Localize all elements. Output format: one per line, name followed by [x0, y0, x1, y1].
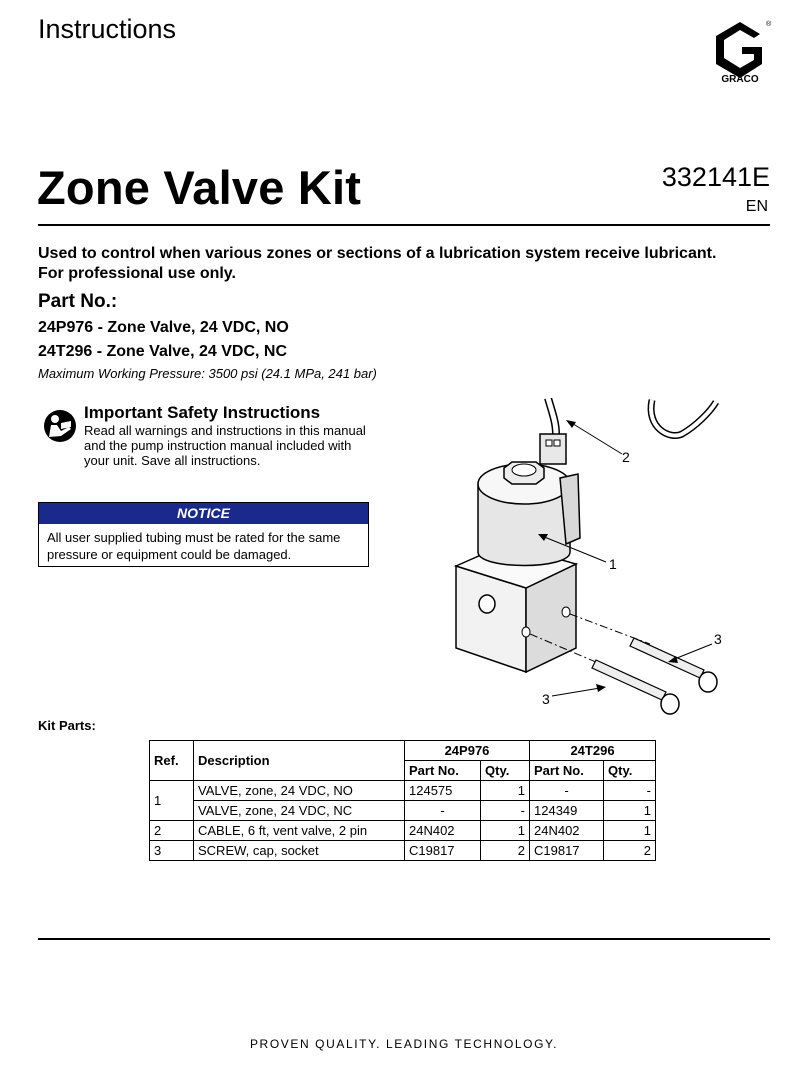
description-cell: SCREW, cap, socket [194, 841, 405, 861]
qty-cell: 1 [604, 801, 656, 821]
ref-cell: 2 [150, 821, 194, 841]
table-row [150, 781, 656, 801]
callout-label: 1 [609, 556, 617, 572]
part-number-item: 24P976 - Zone Valve, 24 VDC, NO [38, 319, 289, 336]
kit-parts-table [149, 740, 656, 861]
registered-mark: ® [766, 21, 772, 28]
safety-text: Read all warnings and instructions in this manual and the pump instruction manual included with your unit. Save all instructions. [84, 423, 366, 468]
qty-cell: 1 [481, 821, 530, 841]
description-cell: CABLE, 6 ft, vent valve, 2 pin [194, 821, 405, 841]
page-title: Zone Valve Kit [37, 161, 362, 214]
part-no-header: Part No. [405, 761, 481, 781]
document-type: Instructions [38, 14, 177, 44]
notice-box [38, 502, 369, 567]
qty-cell: 1 [604, 821, 656, 841]
part-cell: 24N402 [530, 821, 604, 841]
callout-label: 2 [622, 449, 630, 465]
part-cell: - [405, 801, 481, 821]
qty-cell: 2 [604, 841, 656, 861]
table-row [150, 821, 656, 841]
callout-label: 3 [714, 631, 722, 647]
qty-cell: - [604, 781, 656, 801]
logo-text: GRACO [721, 74, 759, 84]
read-manual-icon [43, 409, 77, 443]
qty-cell: 2 [481, 841, 530, 861]
part-cell: - [530, 781, 604, 801]
notice-text: All user supplied tubing must be rated for the same pressure or equipment could be damaged. [47, 530, 341, 562]
graco-logo-icon [708, 18, 772, 84]
notice-label: NOTICE [39, 503, 368, 524]
ref-cell: 1 [150, 781, 194, 821]
max-pressure: Maximum Working Pressure: 3500 psi (24.1 MPa, 241 bar) [38, 366, 377, 381]
tagline-text: PROVEN QUALITY. LEADING TECHNOLOGY. [249, 1037, 559, 1051]
part-cell: 24N402 [405, 821, 481, 841]
safety-title: Important Safety Instructions [84, 403, 321, 422]
part-no-header: Part No. [530, 761, 604, 781]
intro-line-1: Used to control when various zones or sections of a lubrication system receive lubricant. [38, 245, 717, 262]
qty-cell: - [481, 801, 530, 821]
description-cell: VALVE, zone, 24 VDC, NC [194, 801, 405, 821]
qty-header: Qty. [604, 761, 656, 781]
description-header: Description [194, 741, 405, 781]
kit-parts-label: Kit Parts: [38, 718, 96, 733]
table-row [150, 841, 656, 861]
qty-header: Qty. [481, 761, 530, 781]
footer-tagline [0, 1037, 808, 1051]
document-language: EN [745, 198, 768, 215]
footer-divider [38, 938, 770, 940]
intro-text [38, 244, 778, 284]
kit-a-header: 24P976 [405, 741, 530, 761]
part-cell: C19817 [530, 841, 604, 861]
callout-label: 3 [542, 691, 550, 707]
table-row [150, 801, 656, 821]
part-cell: C19817 [405, 841, 481, 861]
intro-line-2: For professional use only. [38, 265, 236, 282]
description-cell: VALVE, zone, 24 VDC, NO [194, 781, 405, 801]
part-cell: 124575 [405, 781, 481, 801]
kit-b-header: 24T296 [530, 741, 656, 761]
document-number: 332141E [661, 162, 770, 192]
zone-valve-diagram [420, 398, 750, 718]
part-number-heading: Part No.: [38, 291, 118, 312]
qty-cell: 1 [481, 781, 530, 801]
part-number-item: 24T296 - Zone Valve, 24 VDC, NC [38, 343, 287, 360]
title-divider [38, 224, 770, 226]
ref-cell: 3 [150, 841, 194, 861]
ref-header: Ref. [150, 741, 194, 781]
part-cell: 124349 [530, 801, 604, 821]
